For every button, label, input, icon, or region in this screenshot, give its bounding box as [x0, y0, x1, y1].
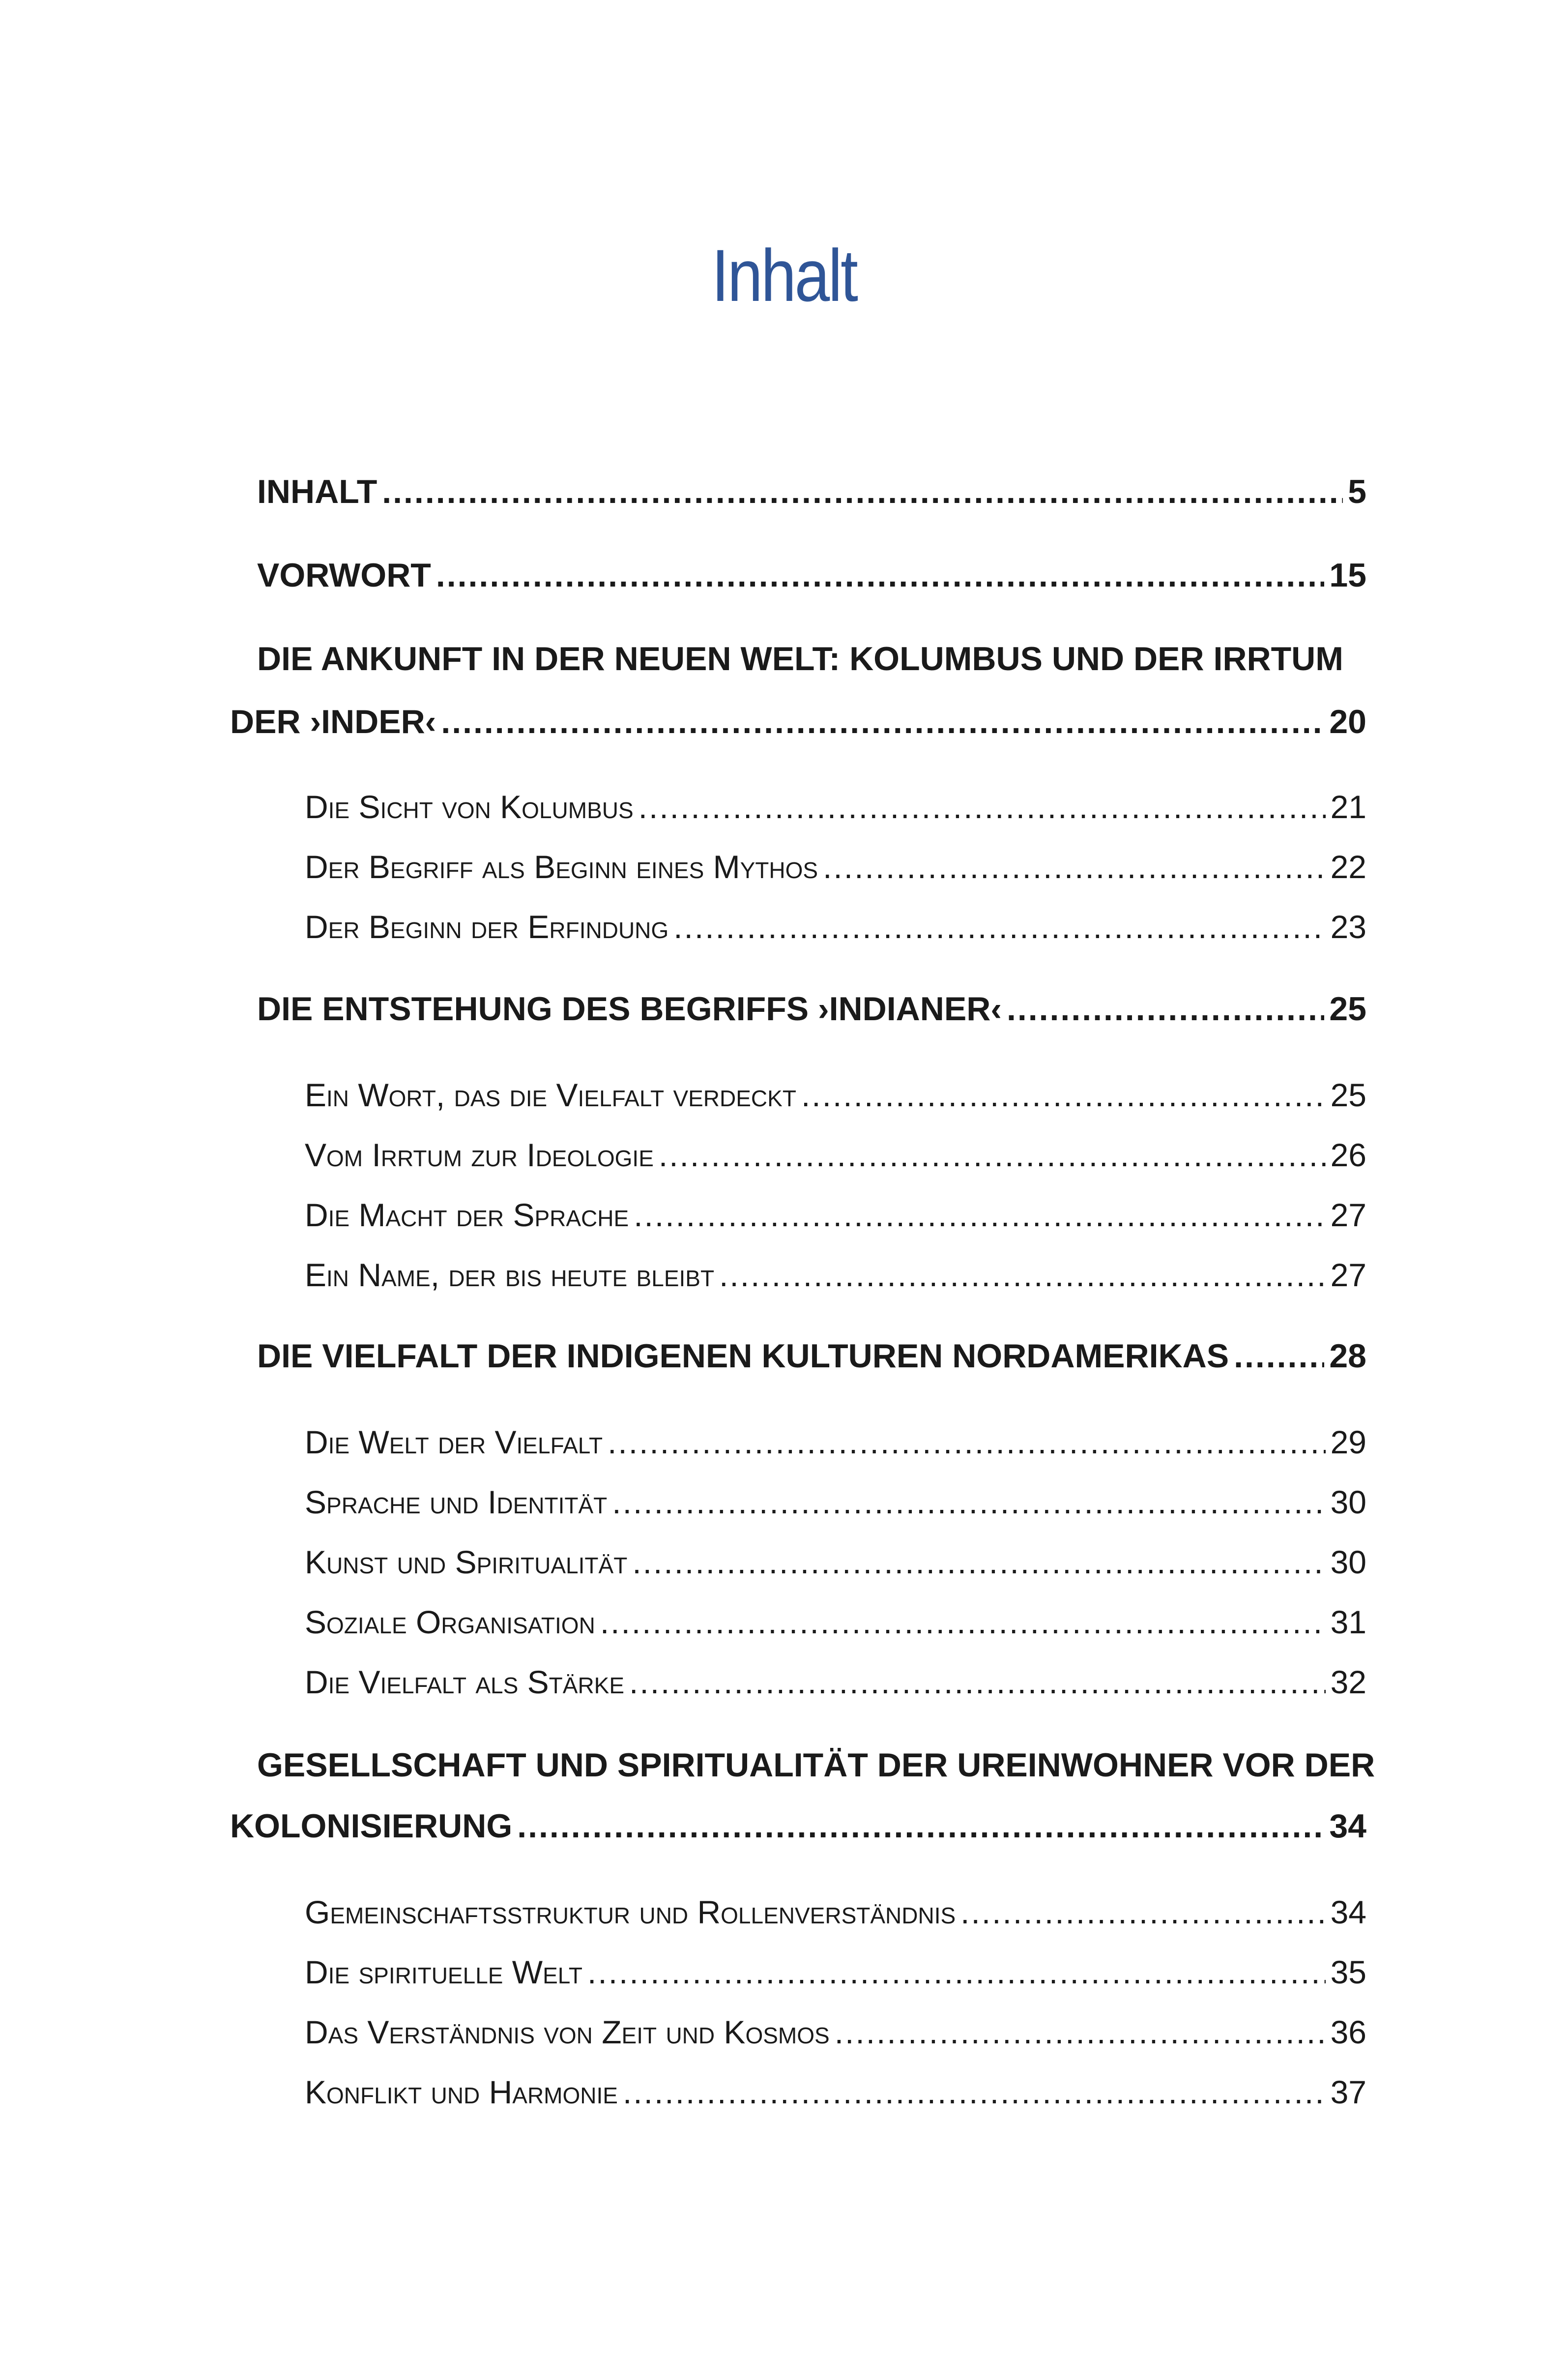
toc-label: Die spirituelle Welt	[305, 1954, 583, 1990]
dot-leader	[659, 1133, 1326, 1177]
toc-label: Das Verständnis von Zeit und Kosmos	[305, 2014, 830, 2050]
toc-page-number: 37	[1330, 2074, 1366, 2110]
dot-leader	[632, 1540, 1325, 1584]
toc-label: Ein Wort, das die Vielfalt verdeckt	[305, 1077, 796, 1113]
toc-subentry-macht[interactable]	[305, 1193, 1366, 1237]
toc-subentry-sprache[interactable]	[305, 1480, 1366, 1524]
toc-page-number: 32	[1330, 1664, 1366, 1700]
toc-label: Die Sicht von Kolumbus	[305, 789, 634, 825]
dot-leader	[608, 1420, 1326, 1464]
toc-page-number: 27	[1330, 1197, 1366, 1233]
toc-page-number: 34	[1329, 1807, 1366, 1845]
toc-page-number: 30	[1330, 1484, 1366, 1520]
dot-leader	[1234, 1332, 1324, 1380]
toc-subentry-sozial[interactable]	[305, 1600, 1366, 1644]
toc-label: Die Macht der Sprache	[305, 1197, 629, 1233]
toc-entry-inhalt[interactable]	[257, 468, 1366, 515]
toc-entry-gesellschaft-line1[interactable]: GESELLSCHAFT UND SPIRITUALITÄT DER UREINWOHNER VOR DER	[257, 1746, 1375, 1784]
toc-label: DER ›INDER‹	[230, 703, 436, 740]
toc-entry-entstehung[interactable]	[257, 985, 1366, 1032]
toc-page-number: 34	[1330, 1894, 1366, 1930]
dot-leader	[673, 905, 1325, 949]
toc-label: Der Begriff als Beginn eines Mythos	[305, 849, 818, 885]
toc-entry-ankunft[interactable]	[230, 698, 1366, 745]
toc-subentry-gemeinschaft[interactable]	[305, 1890, 1366, 1934]
toc-page-number: 29	[1330, 1424, 1366, 1460]
dot-leader	[600, 1600, 1326, 1644]
toc-entry-ankunft-line1[interactable]: DIE ANKUNFT IN DER NEUEN WELT: KOLUMBUS UND DER IRRTUM	[257, 640, 1343, 678]
toc-page-number: 15	[1329, 557, 1366, 594]
toc-label: Konflikt und Harmonie	[305, 2074, 618, 2110]
toc-page-number: 25	[1330, 1077, 1366, 1113]
dot-leader	[634, 1193, 1325, 1237]
dot-leader	[960, 1890, 1325, 1934]
toc-page-number: 35	[1330, 1954, 1366, 1990]
dot-leader	[823, 845, 1326, 889]
toc-label: INHALT	[257, 473, 377, 510]
toc-subentry-name[interactable]	[305, 1253, 1366, 1297]
toc-subentry-wort[interactable]	[305, 1073, 1366, 1117]
dot-leader	[801, 1073, 1326, 1117]
toc-subentry-irrtum[interactable]	[305, 1133, 1366, 1177]
toc-label: KOLONISIERUNG	[230, 1807, 513, 1845]
dot-leader	[441, 698, 1324, 745]
toc-page-number: 23	[1330, 909, 1366, 945]
toc-label: Sprache und Identität	[305, 1484, 608, 1520]
toc-page-number: 30	[1330, 1544, 1366, 1580]
dot-leader	[612, 1480, 1325, 1524]
toc-subentry-welt[interactable]	[305, 1420, 1366, 1464]
toc-entry-vorwort[interactable]	[257, 552, 1366, 599]
toc-page-number: 25	[1329, 990, 1366, 1028]
toc-subentry-zeit[interactable]	[305, 2010, 1366, 2054]
toc-subentry-konflikt[interactable]	[305, 2070, 1366, 2114]
dot-leader	[835, 2010, 1326, 2054]
toc-page-number: 36	[1330, 2014, 1366, 2050]
toc-label: Gemeinschaftsstruktur und Rollenverständnis	[305, 1894, 956, 1930]
toc-subentry-erfindung[interactable]	[305, 905, 1366, 949]
toc-page-number: 28	[1329, 1337, 1366, 1375]
toc-subentry-spirituell[interactable]	[305, 1950, 1366, 1994]
toc-subentry-kunst[interactable]	[305, 1540, 1366, 1584]
toc-label: Vom Irrtum zur Ideologie	[305, 1137, 654, 1173]
toc-subentry-staerke[interactable]	[305, 1660, 1366, 1704]
toc-page-number: 21	[1330, 789, 1366, 825]
toc-page-number: 20	[1329, 703, 1366, 740]
dot-leader	[623, 2070, 1326, 2114]
toc-entry-gesellschaft[interactable]	[230, 1802, 1366, 1850]
dot-leader	[517, 1802, 1324, 1850]
dot-leader	[587, 1950, 1326, 1994]
dot-leader	[629, 1660, 1326, 1704]
toc-page-number: 5	[1348, 473, 1366, 510]
toc-label: Soziale Organisation	[305, 1604, 595, 1640]
dot-leader	[382, 468, 1343, 515]
toc-entry-vielfalt[interactable]	[257, 1332, 1366, 1380]
toc-label: Kunst und Spiritualität	[305, 1544, 628, 1580]
toc-label: Der Beginn der Erfindung	[305, 909, 669, 945]
dot-leader	[1007, 985, 1324, 1032]
dot-leader	[436, 552, 1325, 599]
toc-label: Die Vielfalt als Stärke	[305, 1664, 625, 1700]
toc-page-number: 31	[1330, 1604, 1366, 1640]
dot-leader	[719, 1253, 1326, 1297]
toc-subentry-sicht[interactable]	[305, 785, 1366, 829]
toc-subentry-begriff[interactable]	[305, 845, 1366, 889]
toc-page-number: 27	[1330, 1257, 1366, 1293]
dot-leader	[639, 785, 1326, 829]
toc-label: Die Welt der Vielfalt	[305, 1424, 603, 1460]
toc-page-number: 22	[1330, 849, 1366, 885]
toc-label: DIE VIELFALT DER INDIGENEN KULTUREN NORDAMERIKAS	[257, 1337, 1229, 1375]
page-title: Inhalt	[711, 234, 857, 317]
toc-label: DIE ENTSTEHUNG DES BEGRIFFS ›INDIANER‹	[257, 990, 1002, 1028]
toc-label: VORWORT	[257, 557, 431, 594]
toc-page-number: 26	[1330, 1137, 1366, 1173]
toc-label: Ein Name, der bis heute bleibt	[305, 1257, 715, 1293]
